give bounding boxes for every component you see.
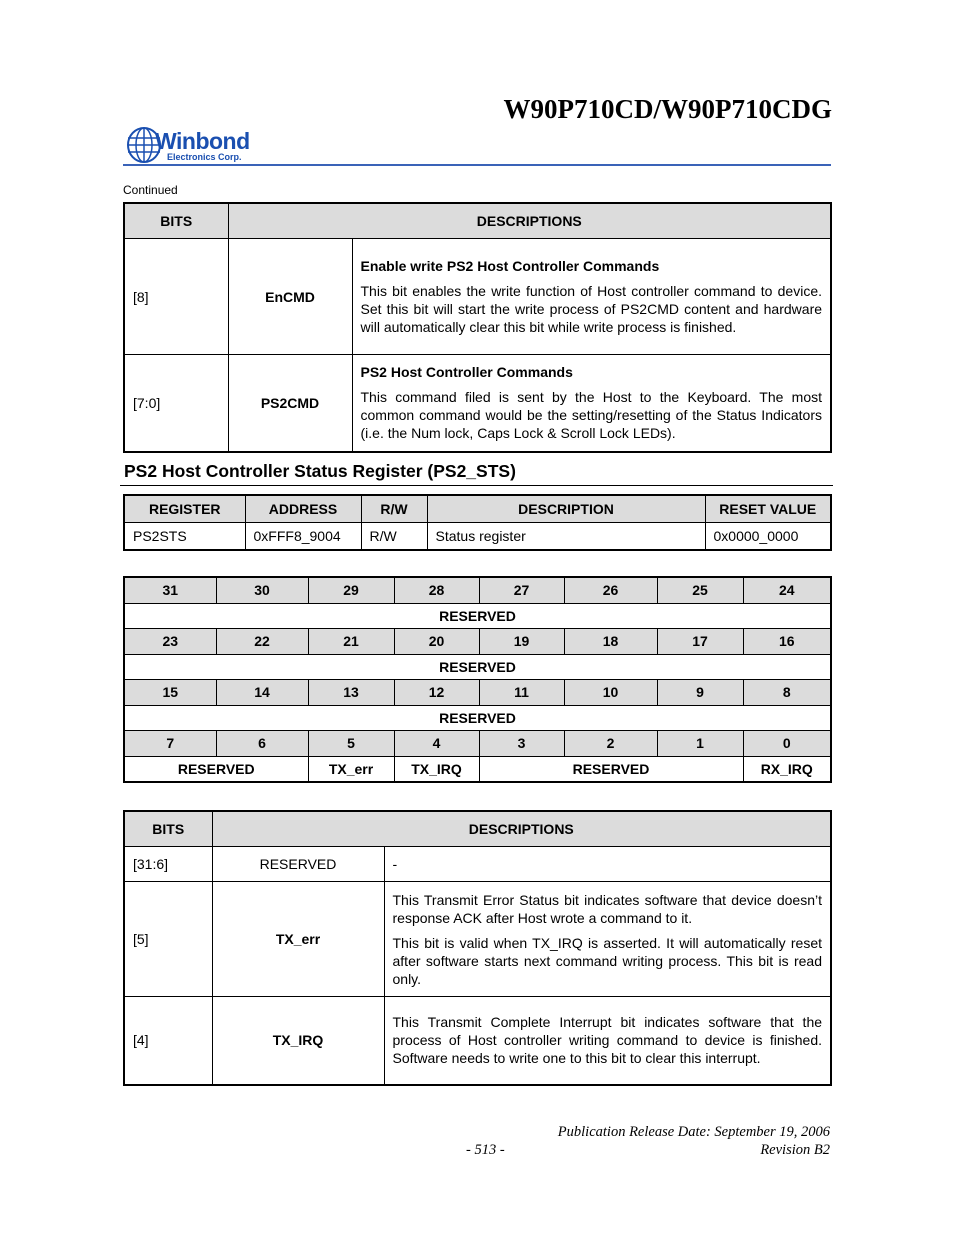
register-table — [123, 494, 832, 551]
bit-number: 12 — [394, 680, 479, 706]
bit-number: 23 — [124, 629, 216, 655]
bit-number-row — [124, 680, 831, 706]
description-cell — [384, 997, 831, 1085]
bits-header: BITS — [124, 203, 228, 239]
bit-number: 6 — [216, 731, 308, 757]
description-title: PS2 Host Controller Commands — [360, 364, 573, 381]
table-row — [124, 882, 831, 997]
bit-description-table — [123, 810, 832, 1086]
bits-cell: [4] — [124, 997, 212, 1085]
bit-number: 28 — [394, 577, 479, 603]
description-title: Enable write PS2 Host Controller Commands — [360, 258, 660, 274]
bit-number: 10 — [564, 680, 657, 706]
bit-number-row — [124, 629, 831, 655]
bits-cell: [8] — [124, 239, 228, 355]
revision-label: Revision B2 — [760, 1142, 830, 1158]
description-text: This bit is valid when TX_IRQ is asserted. It will automatically reset after software starts next command writing process. This bit is read only. — [392, 934, 823, 987]
bit-field-row — [124, 756, 831, 782]
bit-number: 26 — [564, 577, 657, 603]
bit-number: 13 — [308, 680, 394, 706]
bit-number: 19 — [479, 629, 564, 655]
rw-header: R/W — [361, 495, 427, 523]
bits-cell: [31:6] — [124, 847, 212, 882]
bit-number: 31 — [124, 577, 216, 603]
publication-release-date: Publication Release Date: September 19, 2006 — [557, 1124, 830, 1140]
description-cell — [384, 882, 831, 997]
table-row — [124, 239, 831, 355]
bit-number: 21 — [308, 629, 394, 655]
bit-field-row — [124, 654, 831, 680]
reset-value-cell: 0x0000_0000 — [705, 523, 831, 551]
bit-number: 18 — [564, 629, 657, 655]
continued-label: Continued — [123, 183, 178, 197]
reset-value-header: RESET VALUE — [705, 495, 831, 523]
description-cell — [352, 239, 831, 355]
bit-number: 27 — [479, 577, 564, 603]
bit-number: 22 — [216, 629, 308, 655]
description-text: This bit enables the write function of Host controller command to device. Set this bit will start the write process of PS2CMD content and hardware will automatically clear this bit while write process is finished. — [360, 283, 823, 335]
bit-number: 16 — [743, 629, 831, 655]
address-cell: 0xFFF8_9004 — [245, 523, 361, 551]
bit-number: 0 — [743, 731, 831, 757]
winbond-logo — [127, 126, 252, 166]
logo-subtext: Electronics Corp. — [167, 152, 242, 162]
bit-number: 7 — [124, 731, 216, 757]
bit-number-row — [124, 731, 831, 757]
register-cell: PS2STS — [124, 523, 245, 551]
descriptions-header: DESCRIPTIONS — [228, 203, 831, 239]
field-name-cell: PS2CMD — [228, 355, 352, 452]
bit-number: 24 — [743, 577, 831, 603]
description-text: This command filed is sent by the Host to the Keyboard. The most common command would be the setting/resetting of the Status Indicators (i.e. the Num lock, Caps Lock & Scroll Lock LEDs). — [360, 389, 823, 442]
bit-number: 25 — [657, 577, 743, 603]
bit-field: TX_err — [308, 756, 394, 782]
table-row — [124, 355, 831, 452]
description-text: This Transmit Complete Interrupt bit indicates software that the process of Host controller writing command to device is finished. Software needs to write one to this bit to clear this interrupt. — [392, 1014, 823, 1067]
header-rule — [123, 164, 831, 166]
field-name-cell: TX_err — [212, 882, 384, 997]
bit-number: 29 — [308, 577, 394, 603]
field-name-cell: EnCMD — [228, 239, 352, 355]
logo-wordmark: Winbond — [155, 128, 250, 154]
section-heading: PS2 Host Controller Status Register (PS2_STS) — [124, 461, 516, 481]
document-title: W90P710CD/W90P710CDG — [503, 94, 832, 124]
rw-cell: R/W — [361, 523, 427, 551]
address-header: ADDRESS — [245, 495, 361, 523]
bit-number: 1 — [657, 731, 743, 757]
bit-number: 14 — [216, 680, 308, 706]
description-header: DESCRIPTION — [427, 495, 705, 523]
description-text: This Transmit Error Status bit indicates software that device doesn’t response ACK after Host wrote a command to it. — [392, 891, 823, 926]
bit-number: 4 — [394, 731, 479, 757]
bits-cell: [5] — [124, 882, 212, 997]
bit-field: RESERVED — [124, 756, 308, 782]
page-number: - 513 - — [466, 1142, 505, 1158]
bit-number: 9 — [657, 680, 743, 706]
bit-field-row — [124, 603, 831, 629]
bit-field-row — [124, 705, 831, 731]
bit-number-row — [124, 577, 831, 603]
bit-field: RESERVED — [124, 654, 831, 680]
bit-field: RESERVED — [479, 756, 743, 782]
table-row — [124, 847, 831, 882]
bit-number: 5 — [308, 731, 394, 757]
register-header: REGISTER — [124, 495, 245, 523]
field-name-cell: TX_IRQ — [212, 997, 384, 1085]
bit-field: TX_IRQ — [394, 756, 479, 782]
bit-number: 3 — [479, 731, 564, 757]
description-cell: - — [384, 847, 831, 882]
descriptions-header: DESCRIPTIONS — [212, 811, 831, 847]
bits-cell: [7:0] — [124, 355, 228, 452]
bit-number: 8 — [743, 680, 831, 706]
bit-number: 11 — [479, 680, 564, 706]
bit-number: 17 — [657, 629, 743, 655]
table-row — [124, 523, 831, 551]
section-rule — [120, 485, 833, 486]
bit-map-table — [123, 576, 832, 783]
bit-number: 15 — [124, 680, 216, 706]
bit-field: RESERVED — [124, 705, 831, 731]
table-row — [124, 997, 831, 1085]
description-cell — [352, 355, 831, 452]
description-cell: Status register — [427, 523, 705, 551]
bits-header: BITS — [124, 811, 212, 847]
bit-number: 20 — [394, 629, 479, 655]
field-name-cell: RESERVED — [212, 847, 384, 882]
bit-field: RESERVED — [124, 603, 831, 629]
bit-number: 30 — [216, 577, 308, 603]
bit-number: 2 — [564, 731, 657, 757]
bit-field: RX_IRQ — [743, 756, 831, 782]
bit-description-table-continued — [123, 202, 832, 453]
